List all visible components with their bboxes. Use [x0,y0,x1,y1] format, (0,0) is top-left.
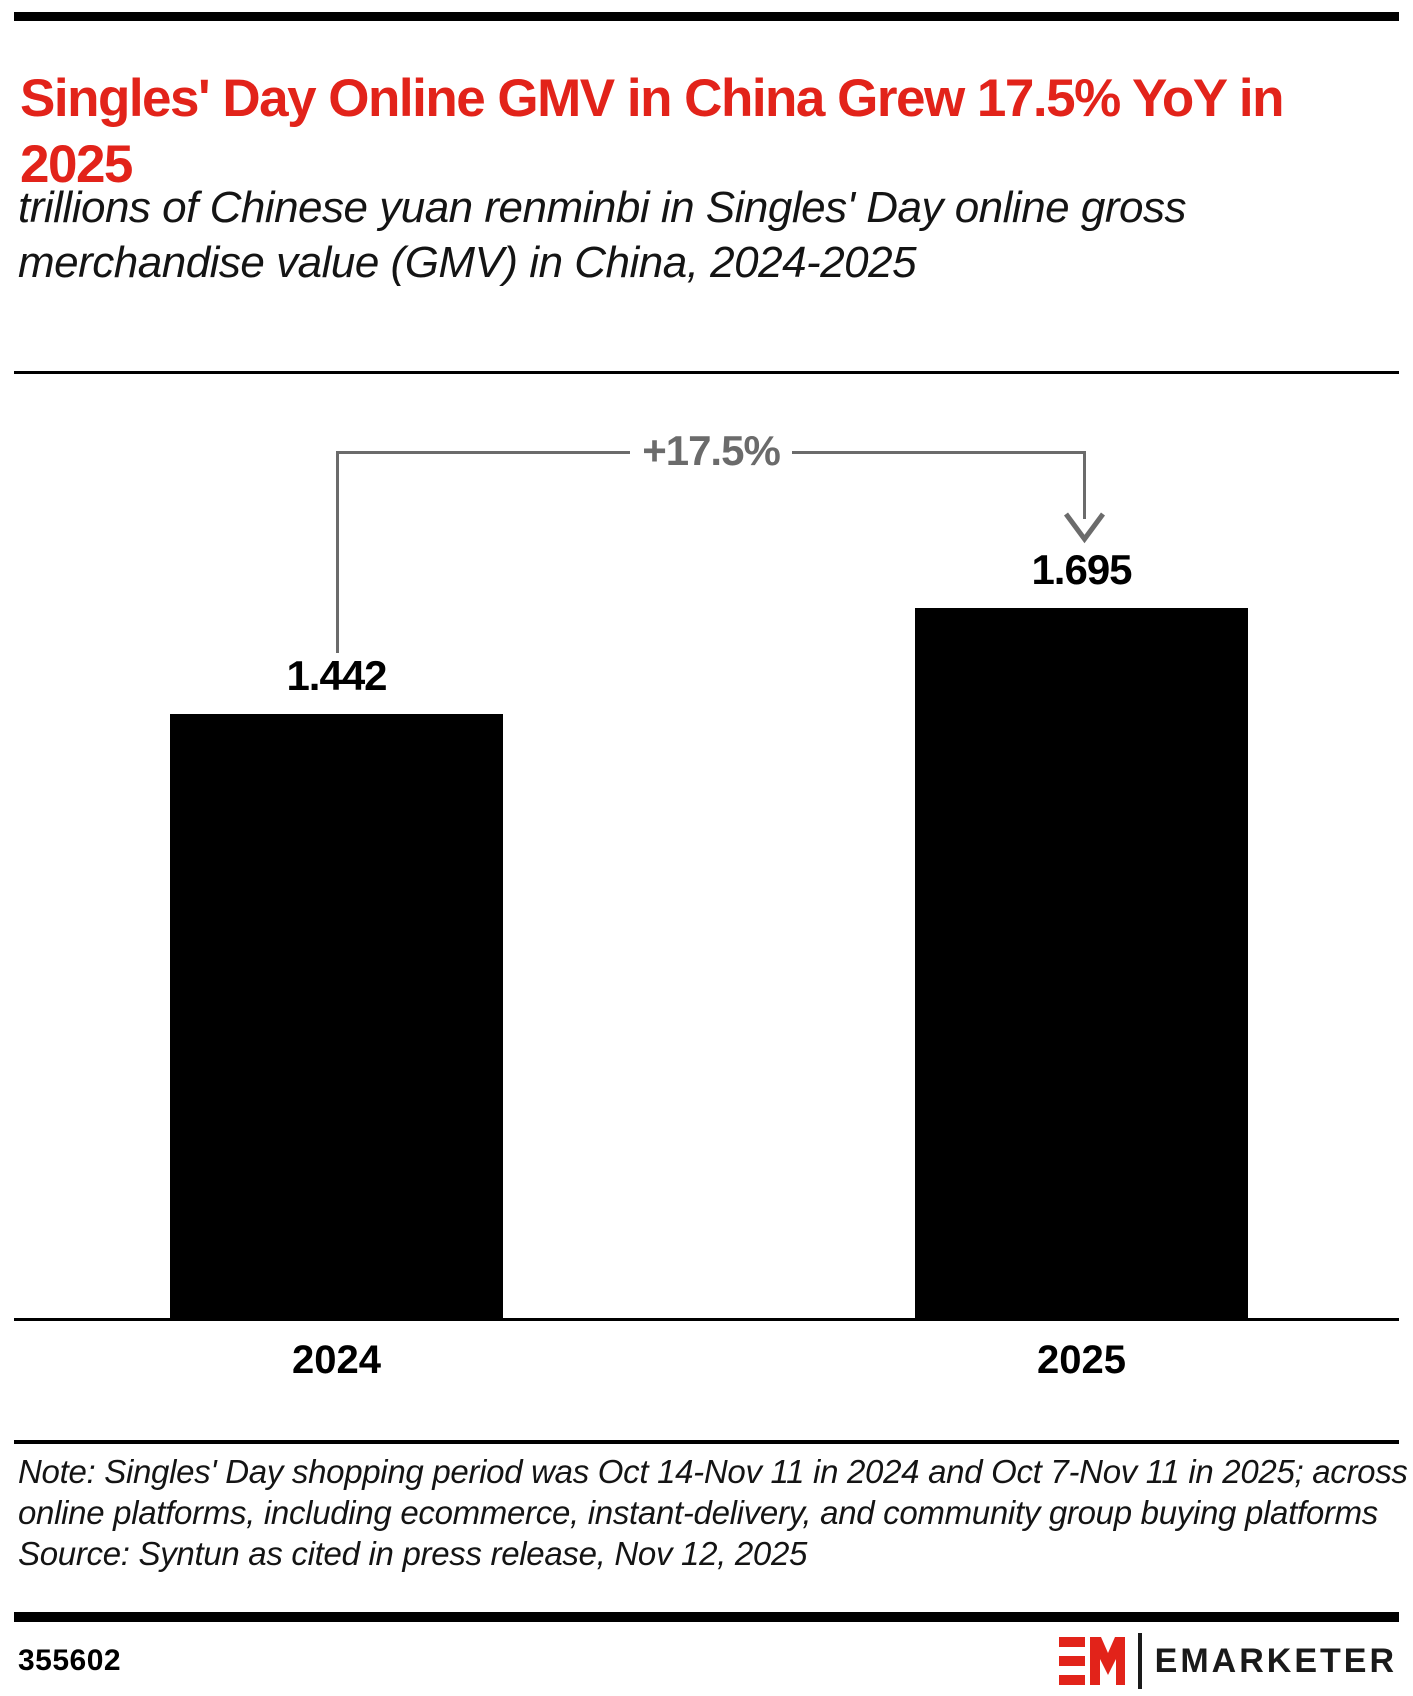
bar-2024 [170,714,503,1320]
logo-divider [1138,1633,1142,1689]
growth-percentage-label: +17.5% [642,427,780,474]
growth-bracket-drop-2025 [1083,451,1086,519]
x-axis-line [14,1318,1399,1321]
page-title: Singles' Day Online GMV in China Grew 17.5% YoY in 2025 [20,68,1283,195]
footer-divider [14,1612,1399,1622]
emarketer-logo [1059,1633,1397,1689]
top-divider [14,12,1399,21]
x-axis-label-2025: 2025 [1037,1338,1126,1382]
bar-value-2024: 1.442 [286,652,387,699]
growth-bracket-drop-2024 [336,451,339,653]
header-divider [14,371,1399,374]
arrow-down-icon [1062,510,1107,544]
bar-value-2025: 1.695 [1031,546,1132,593]
note-text: Note: Singles' Day shopping period was Oct 14-Nov 11 in 2024 and Oct 7-Nov 11 in 2025; across online platforms, including ecommerce, instant-delivery, and community group buying platforms [18,1453,1408,1531]
chart-subtitle: trillions of Chinese yuan renminbi in Singles' Day online gross merchandise value (GMV) in China, 2024-2025 [18,183,1186,288]
logo-wordmark: EMARKETER [1154,1641,1397,1680]
source-text: Source: Syntun as cited in press release, Nov 12, 2025 [18,1534,808,1572]
x-axis-label-2024: 2024 [292,1338,381,1382]
footnote-block [18,1452,1408,1575]
bar-2025 [915,608,1248,1320]
em-logo-icon [1059,1635,1125,1687]
footnote-divider [14,1440,1399,1444]
chart-id: 355602 [18,1644,122,1677]
